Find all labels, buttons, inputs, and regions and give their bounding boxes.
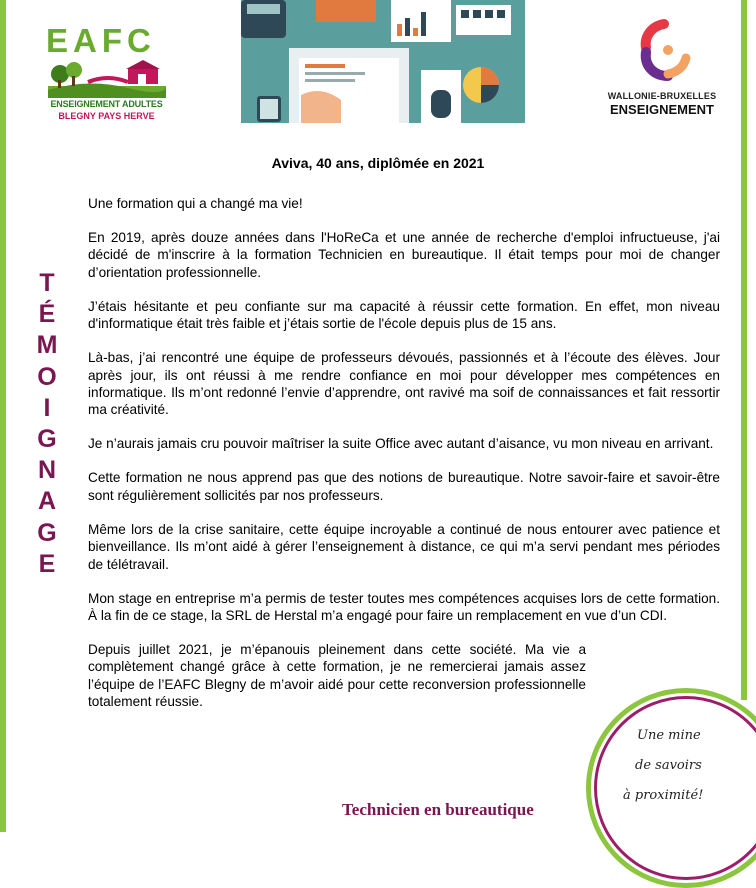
paragraph: Là-bas, j’ai rencontré une équipe de professeurs dévoués, passionnés et à l’écoute des élèves. Jour après jour, ils ont réussi à me rendre confiance en moi pour développer mes compétences en informatique. Ils m’ont redonné l’envie d’apprendre, ont ravivé ma soif de connaissances et fait ressortir ma créativité. bbox=[88, 350, 720, 418]
vertical-title bbox=[30, 268, 64, 580]
eafc-logo bbox=[44, 22, 169, 126]
eafc-logo-line1: ENSEIGNEMENT ADULTES bbox=[50, 99, 163, 109]
paragraph: En 2019, après douze années dans l'HoReCa et une année de recherche d'emploi infructueuse, j'ai décidé de m'inscrire à la formation Technicien en bureautique. Il était temps pour moi de changer d’orientation professionnelle. bbox=[88, 230, 720, 280]
wbe-emblem-icon bbox=[630, 18, 694, 88]
landscape-icon bbox=[48, 60, 166, 98]
vertical-letter: G bbox=[37, 424, 57, 453]
office-desk-illustration bbox=[241, 0, 525, 123]
vertical-letter: A bbox=[37, 487, 57, 516]
paragraph: Depuis juillet 2021, je m’épanouis pleinement dans cette société. Ma vie a complètement changé grâce à cette formation, je ne remercierai jamais assez l’équipe de l’EAFC Blegny de m’avoir aidé pour cette reconversion professionnelle totalement réussie. bbox=[88, 642, 586, 710]
vertical-letter: N bbox=[37, 456, 57, 485]
paragraph: Cette formation ne nous apprend pas que des notions de bureautique. Notre savoir-faire et savoir-être sont régulièrement sollicités par nos professeurs. bbox=[88, 470, 720, 503]
vertical-letter: É bbox=[38, 300, 56, 329]
testimony-heading: Aviva, 40 ans, diplômée en 2021 bbox=[271, 155, 485, 171]
left-border bbox=[0, 0, 6, 832]
course-title: Technicien en bureautique bbox=[342, 800, 534, 819]
wbe-logo-line1: WALLONIE-BRUXELLES bbox=[607, 91, 717, 101]
vertical-letter: M bbox=[36, 331, 58, 360]
slogan-line: à proximité! bbox=[623, 788, 704, 803]
vertical-letter: I bbox=[43, 393, 51, 422]
paragraph: Je n’aurais jamais cru pouvoir maîtriser la suite Office avec autant d’aisance, vu mon niveau en arrivant. bbox=[88, 436, 714, 452]
testimony-body bbox=[88, 195, 720, 727]
wbe-logo bbox=[600, 18, 724, 122]
eafc-logo-letters: EAFC bbox=[46, 22, 156, 59]
slogan-line: de savoirs bbox=[635, 758, 702, 773]
right-border bbox=[741, 0, 747, 700]
slogan-line: Une mine bbox=[637, 728, 701, 743]
vertical-letter: G bbox=[37, 518, 57, 547]
paragraph: Même lors de la crise sanitaire, cette équipe incroyable a continué de nous entourer avec patience et bienveillance. Ils m’ont aidé à gérer l’enseignement à distance, ce qui m’a servi pendant mes périodes de télétravail. bbox=[88, 521, 720, 572]
paragraph: J’étais hésitante et peu confiante sur ma capacité à réussir cette formation. En effet, mon niveau d'informatique était très faible et j’étais sortie de l'école depuis plus de 15 ans. bbox=[88, 298, 720, 332]
vertical-letter: E bbox=[38, 549, 56, 578]
paragraph: Mon stage en entreprise m’a permis de tester toutes mes compétences acquises lors de cette formation. À la fin de ce stage, la SRL de Herstal m’a engagé pour faire un remplacement en vue d’un CDI. bbox=[88, 590, 720, 624]
vertical-letter: O bbox=[37, 362, 57, 391]
eafc-logo-line2: BLEGNY PAYS HERVE bbox=[58, 111, 155, 121]
paragraph: Une formation qui a changé ma vie! bbox=[88, 196, 303, 211]
vertical-letter: T bbox=[39, 269, 55, 297]
wbe-logo-line2: ENSEIGNEMENT bbox=[609, 102, 714, 117]
desk-illustration bbox=[241, 0, 525, 123]
